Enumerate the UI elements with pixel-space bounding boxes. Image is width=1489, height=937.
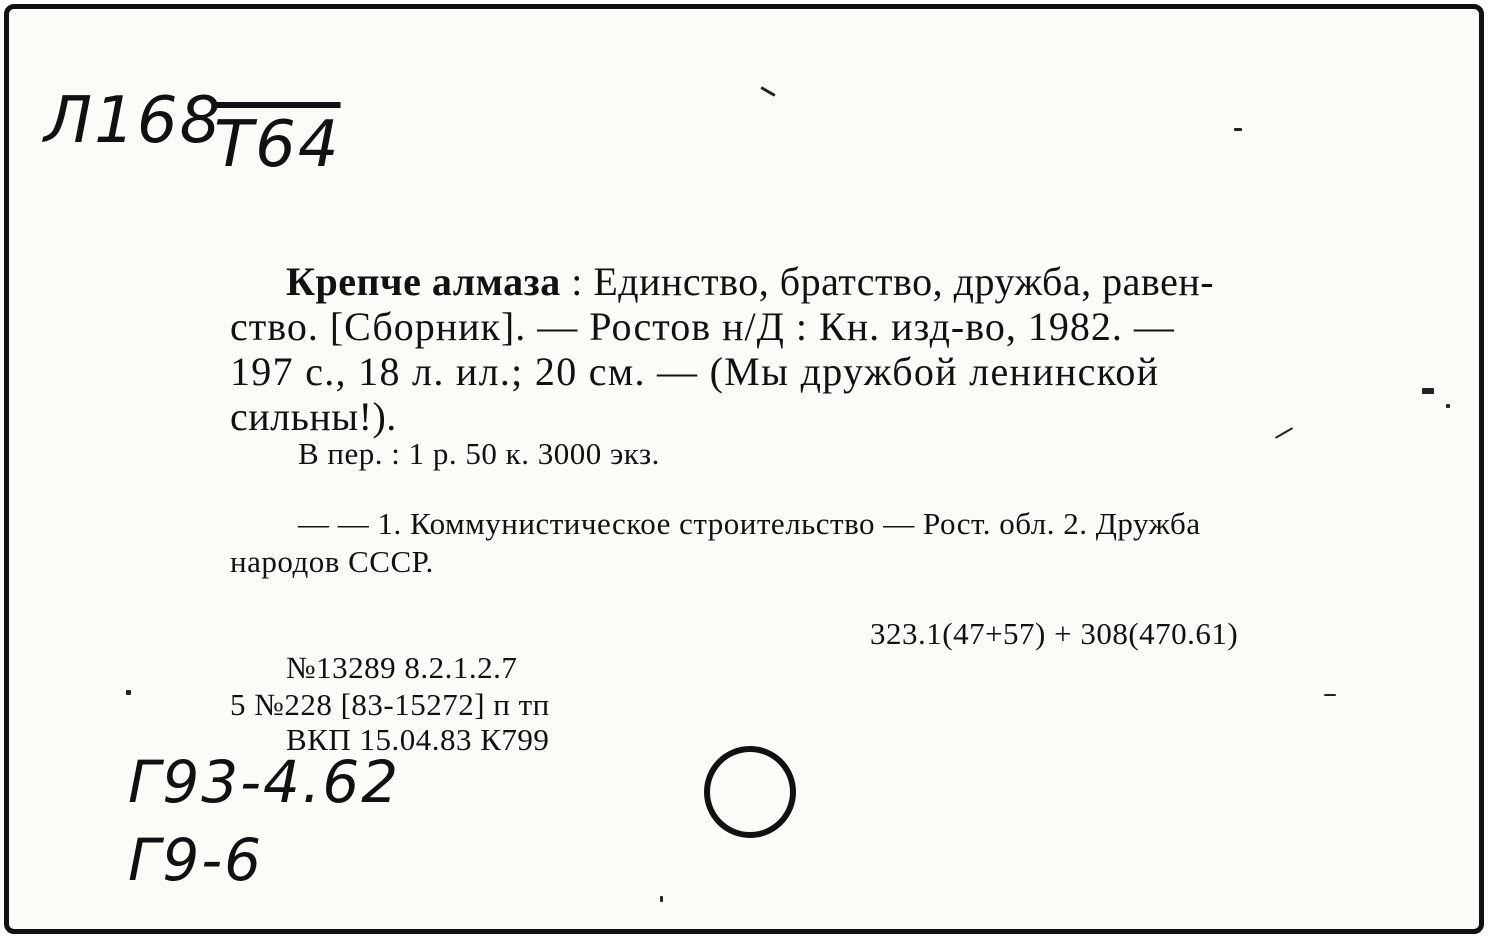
print-code-3: ВКП 15.04.83 К799 [286,722,550,757]
handwritten-code: Т64 [214,108,341,182]
print-code-1: №13289 8.2.1.2.7 [286,650,518,685]
punch-hole [704,746,796,838]
handwritten-note-1: Г93-4.62 [128,748,401,816]
entry-line-4: сильны!). [230,394,397,439]
entry-line-1 [286,258,1214,305]
subjects-line-2: народов СССР. [230,544,434,579]
handwritten-note-2: Г9-6 [128,826,264,894]
subjects-line-1: — — 1. Коммунистическое строительство — Рост. обл. 2. Дружба [298,506,1201,541]
scan-speck [1234,128,1242,131]
print-code-2: 5 №228 [83-15272] п тп [230,687,550,722]
scan-speck [126,690,131,695]
classification-index: 323.1(47+57) + 308(470.61) [870,616,1239,651]
handwritten-shelf-mark: Л168 [44,84,223,158]
scan-speck [660,896,663,902]
scan-speck [1446,404,1450,408]
entry-line-3: 197 с., 18 л. ил.; 20 см. — (Мы дружбой ленинской [230,349,1160,394]
entry-line-2: ство. [Сборник]. — Ростов н/Д : Кн. изд-во, 1982. — [230,304,1175,349]
scan-speck [1422,388,1434,394]
title-remainder: : Единство, братство, дружба, равен- [560,259,1215,304]
price-line: В пер. : 1 р. 50 к. 3000 экз. [298,436,660,471]
scan-speck [1324,694,1336,696]
book-title: Крепче алмаза [286,259,561,304]
